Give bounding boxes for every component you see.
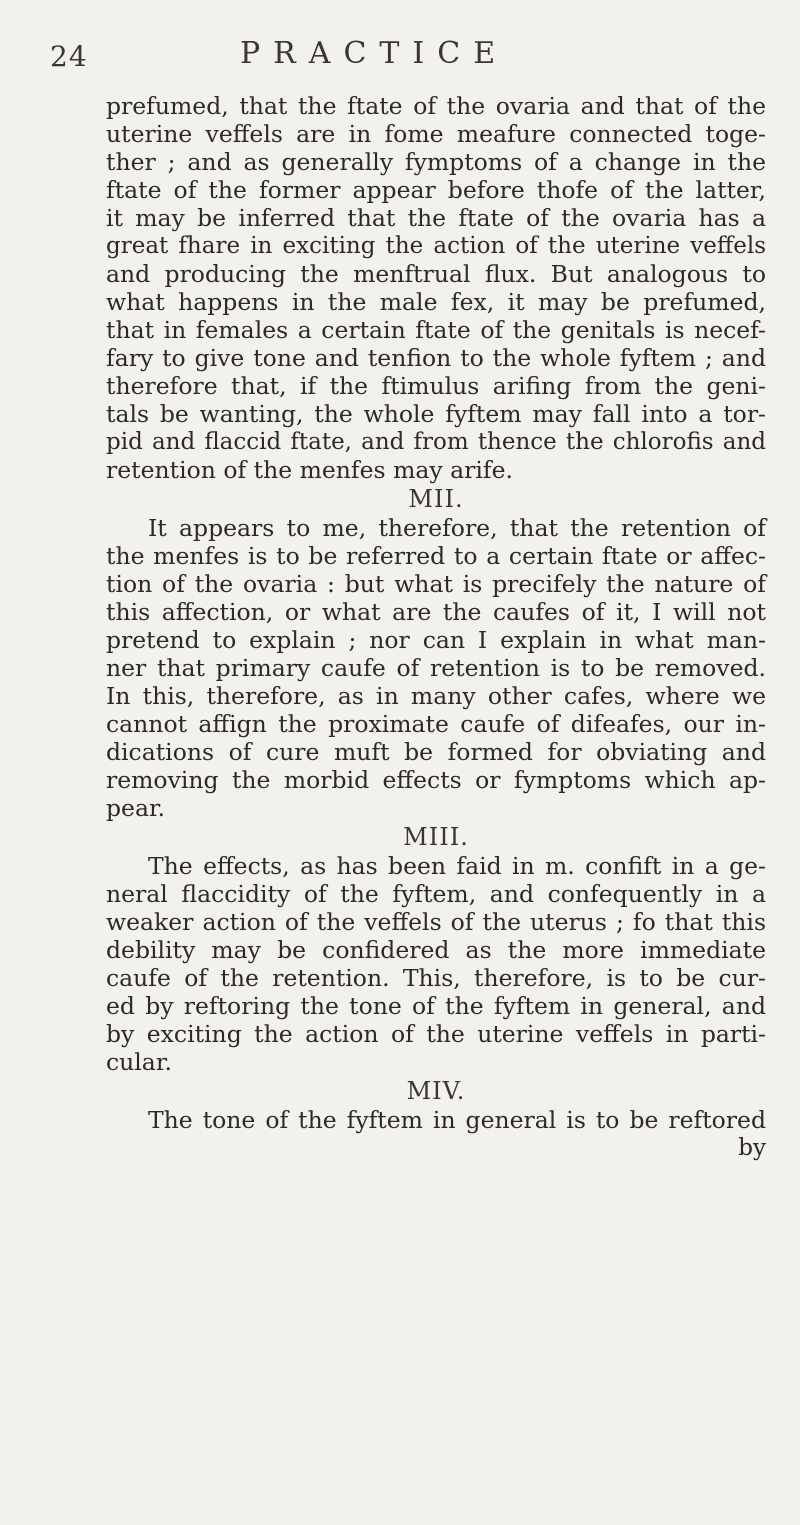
text-line: cannot affign the proximate caufe of difeafes, our in-	[106, 710, 766, 738]
text-line: ed by reftoring the tone of the fyftem in general, and	[106, 992, 766, 1020]
text-line: dications of cure muft be formed for obviating and	[106, 738, 766, 766]
catchword: by	[738, 1135, 766, 1161]
text-line: by exciting the action of the uterine veffels in parti-	[106, 1020, 766, 1048]
text-line: In this, therefore, as in many other cafes, where we	[106, 682, 766, 710]
text-line: pid and flaccid ftate, and from thence the chlorofis and	[106, 429, 766, 455]
section-heading: MIV.	[406, 1077, 466, 1105]
text-line: weaker action of the veffels of the uterus ; fo that this	[106, 908, 766, 936]
text-line: and producing the menftrual flux. But analogous to	[106, 260, 766, 288]
text-line: ther ; and as generally fymptoms of a change in the	[106, 148, 766, 176]
section-heading: MIII.	[403, 823, 469, 851]
text-line: debility may be confidered as the more immediate	[106, 936, 766, 964]
text-line: prefumed, that the ftate of the ovaria and that of the	[106, 92, 766, 120]
text-line: tion of the ovaria : but what is precifely the nature of	[106, 570, 766, 598]
text-line: this affection, or what are the caufes of it, I will not	[106, 598, 766, 626]
text-line: tals be wanting, the whole fyftem may fall into a tor-	[106, 400, 766, 428]
text-line: cular.	[106, 1048, 172, 1076]
text-line: ftate of the former appear before thofe of the latter,	[106, 176, 766, 204]
text-line: the menfes is to be referred to a certain ftate or affec-	[106, 542, 766, 570]
text-line: ner that primary caufe of retention is to be removed.	[106, 654, 766, 682]
text-line: removing the morbid effects or fymptoms which ap-	[106, 766, 766, 794]
running-title: PRACTICE	[240, 36, 509, 71]
text-line: pretend to explain ; nor can I explain in what man-	[106, 626, 766, 654]
text-line: therefore that, if the ftimulus arifing from the geni-	[106, 372, 766, 400]
text-line: caufe of the retention. This, therefore, is to be cur-	[106, 964, 766, 992]
text-line: fary to give tone and tenfion to the whole fyftem ; and	[106, 344, 766, 372]
text-line: retention of the menfes may arife.	[106, 456, 513, 484]
paragraph-first-line: It appears to me, therefore, that the retention of	[148, 514, 766, 542]
paragraph-first-line: The effects, as has been faid in m. confift in a ge-	[148, 852, 766, 880]
text-line: uterine veffels are in fome meafure connected toge-	[106, 120, 766, 148]
text-line: neral flaccidity of the fyftem, and confequently in a	[106, 880, 766, 908]
section-heading: MII.	[408, 485, 464, 513]
text-line: what happens in the male fex, it may be prefumed,	[106, 288, 766, 316]
text-line: great fhare in exciting the action of the uterine veffels	[106, 233, 766, 259]
paragraph-first-line: The tone of the fyftem in general is to be reftored	[148, 1106, 766, 1134]
text-line: pear.	[106, 794, 166, 822]
page-number: 24	[50, 40, 88, 73]
text-line: that in females a certain ftate of the genitals is necef-	[106, 316, 766, 344]
text-line: it may be inferred that the ftate of the ovaria has a	[106, 204, 766, 232]
body-text	[106, 92, 766, 1162]
